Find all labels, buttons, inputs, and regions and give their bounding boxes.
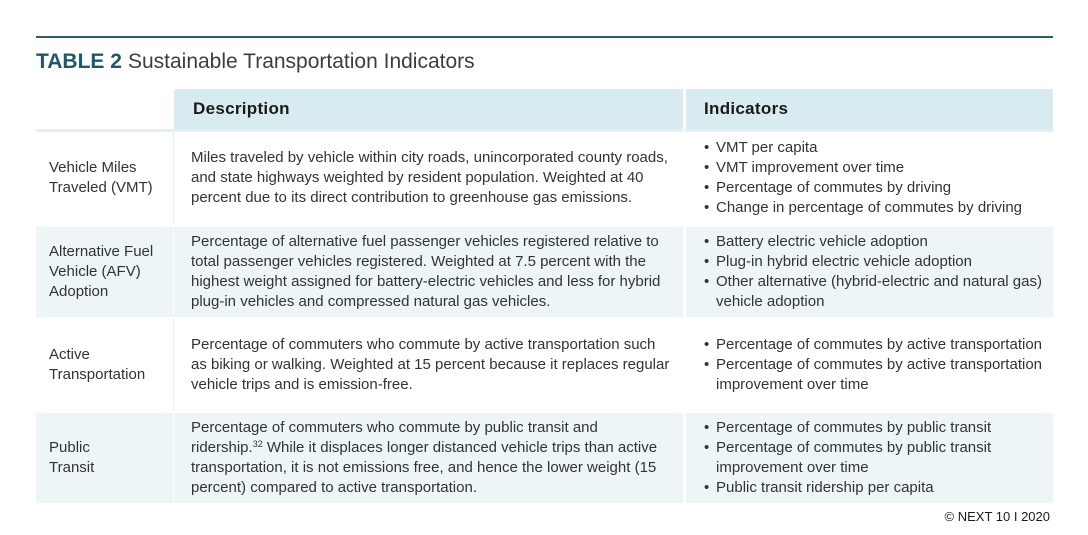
bullet-icon: • [704, 159, 710, 176]
row-category [36, 129, 173, 224]
category-line: Traveled (VMT) [49, 179, 153, 196]
table-header-row [36, 89, 1053, 129]
row-description [173, 410, 683, 503]
category-line: Public [49, 439, 90, 456]
row-description: Percentage of commuters who commute by active transportation such as biking or walking. Weighted at 15 percent because it replaces regular vehicle trips and is emission-free. [173, 317, 683, 410]
table-row [36, 410, 1053, 503]
row-indicators [683, 410, 1053, 503]
bullet-icon: • [704, 179, 710, 196]
indicator-item: • Percentage of commutes by public transit [704, 419, 992, 436]
row-indicators [683, 129, 1053, 224]
row-category [36, 317, 173, 410]
indicator-item: • Public transit ridership per capita [704, 479, 934, 496]
description-text: Percentage of commuters who commute by public transit and ridership. [191, 419, 598, 456]
row-indicators [683, 224, 1053, 317]
category-line: Transportation [49, 366, 146, 383]
category-line: Vehicle Miles [49, 159, 137, 176]
indicator-item: • Percentage of commutes by active transportation improvement over time [704, 356, 1043, 393]
table-title-text: Sustainable Transportation Indicators [127, 50, 475, 73]
bullet-icon: • [704, 273, 710, 290]
indicator-item: • Plug-in hybrid electric vehicle adoption [704, 253, 972, 270]
bullet-icon: • [704, 419, 710, 436]
header-category [36, 89, 173, 129]
header-description: Description [173, 89, 683, 129]
footnote-marker: 32 [252, 439, 263, 449]
table-row [36, 224, 1053, 317]
bullet-icon: • [704, 336, 710, 353]
table-row [36, 317, 1053, 410]
row-category [36, 224, 173, 317]
indicator-item: • Percentage of commutes by driving [704, 179, 952, 196]
bullet-icon: • [704, 199, 710, 216]
category-line: Adoption [49, 283, 109, 300]
category-line: Vehicle (AFV) [49, 263, 141, 280]
top-rule [36, 36, 1053, 38]
indicator-item: • VMT improvement over time [704, 159, 905, 176]
row-description: Miles traveled by vehicle within city roads, unincorporated county roads, and state highways weighted by resident population. Weighted at 40 percent due to its direct contribution to greenhouse gas emissions. [173, 129, 683, 224]
indicator-item: • Percentage of commutes by public transit improvement over time [704, 439, 992, 476]
category-line: Transit [49, 459, 95, 476]
row-description: Percentage of alternative fuel passenger vehicles registered relative to total passenger vehicles registered. Weighted at 7.5 percent with the highest weight assigned for battery-electric vehicles and less for hybrid plug-in vehicles and compressed natural gas vehicles. [173, 224, 683, 317]
indicator-item: • Percentage of commutes by active transportation [704, 336, 1043, 353]
table-title [36, 50, 475, 74]
bullet-icon: • [704, 253, 710, 270]
indicator-item: • Change in percentage of commutes by driving [704, 199, 1023, 216]
bullet-icon: • [704, 479, 710, 496]
indicators-table [36, 89, 1053, 503]
category-line: Alternative Fuel [49, 243, 154, 260]
bullet-icon: • [704, 439, 710, 456]
indicator-item: • Battery electric vehicle adoption [704, 233, 928, 250]
bullet-icon: • [704, 233, 710, 250]
table-row [36, 129, 1053, 224]
table-number: TABLE 2 [36, 50, 122, 73]
copyright-notice: © NEXT 10 I 2020 [944, 509, 1050, 524]
row-category [36, 410, 173, 503]
category-line: Active [49, 346, 90, 363]
indicator-item: • VMT per capita [704, 139, 818, 156]
row-indicators [683, 317, 1053, 410]
bullet-icon: • [704, 139, 710, 156]
description-text: While it displaces longer distanced vehicle trips than active transportation, it is not emissions free, and hence the lower weight (15 percent) compared to active transportation. [191, 439, 658, 496]
indicator-item: • Other alternative (hybrid-electric and natural gas) vehicle adoption [704, 273, 1042, 310]
header-indicators: Indicators [683, 89, 1053, 129]
bullet-icon: • [704, 356, 710, 373]
